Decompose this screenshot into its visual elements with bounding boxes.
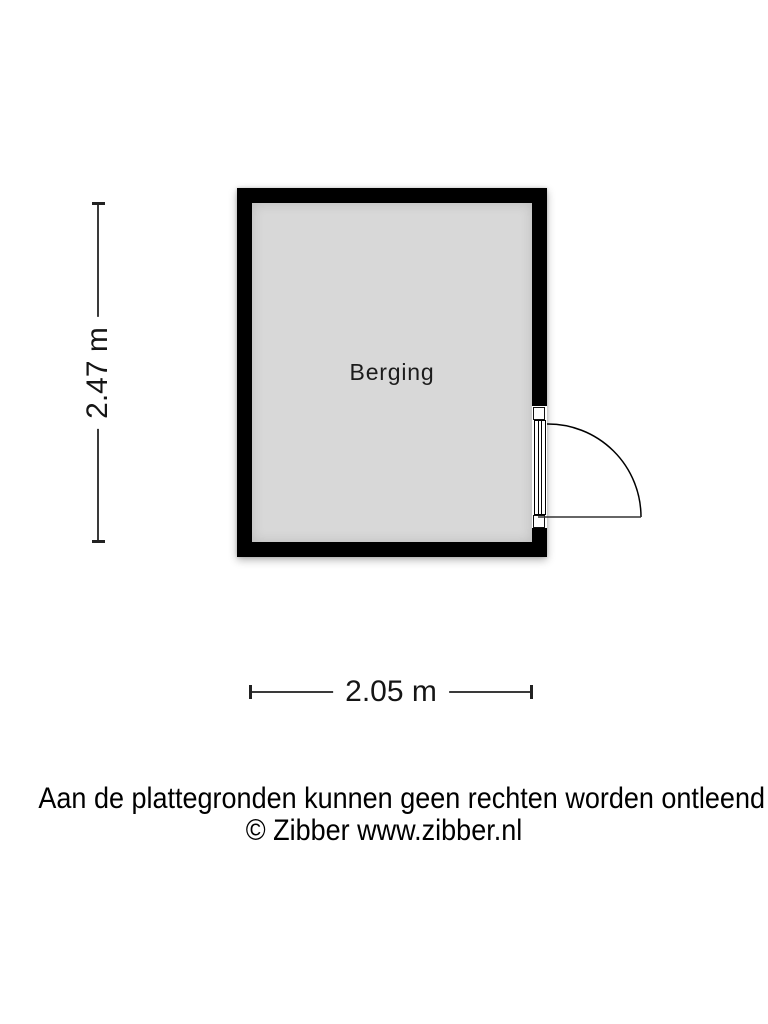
room-label: Berging [349, 359, 435, 385]
height-dimension-label: 2.47 m [81, 317, 115, 429]
footer [38, 782, 765, 847]
height-dimension-tick-bottom [92, 540, 105, 543]
copyright-text: © Zibber www.zibber.nl [245, 814, 523, 847]
height-dimension-tick-top [92, 202, 105, 205]
disclaimer-text: Aan de plattegronden kunnen geen rechten worden ontleend [38, 782, 765, 815]
door-swing-arc [530, 400, 655, 530]
width-dimension-label: 2.05 m [333, 675, 449, 709]
width-dimension-tick-left [249, 685, 252, 699]
room-berging [237, 188, 547, 557]
width-dimension-tick-right [530, 685, 533, 699]
